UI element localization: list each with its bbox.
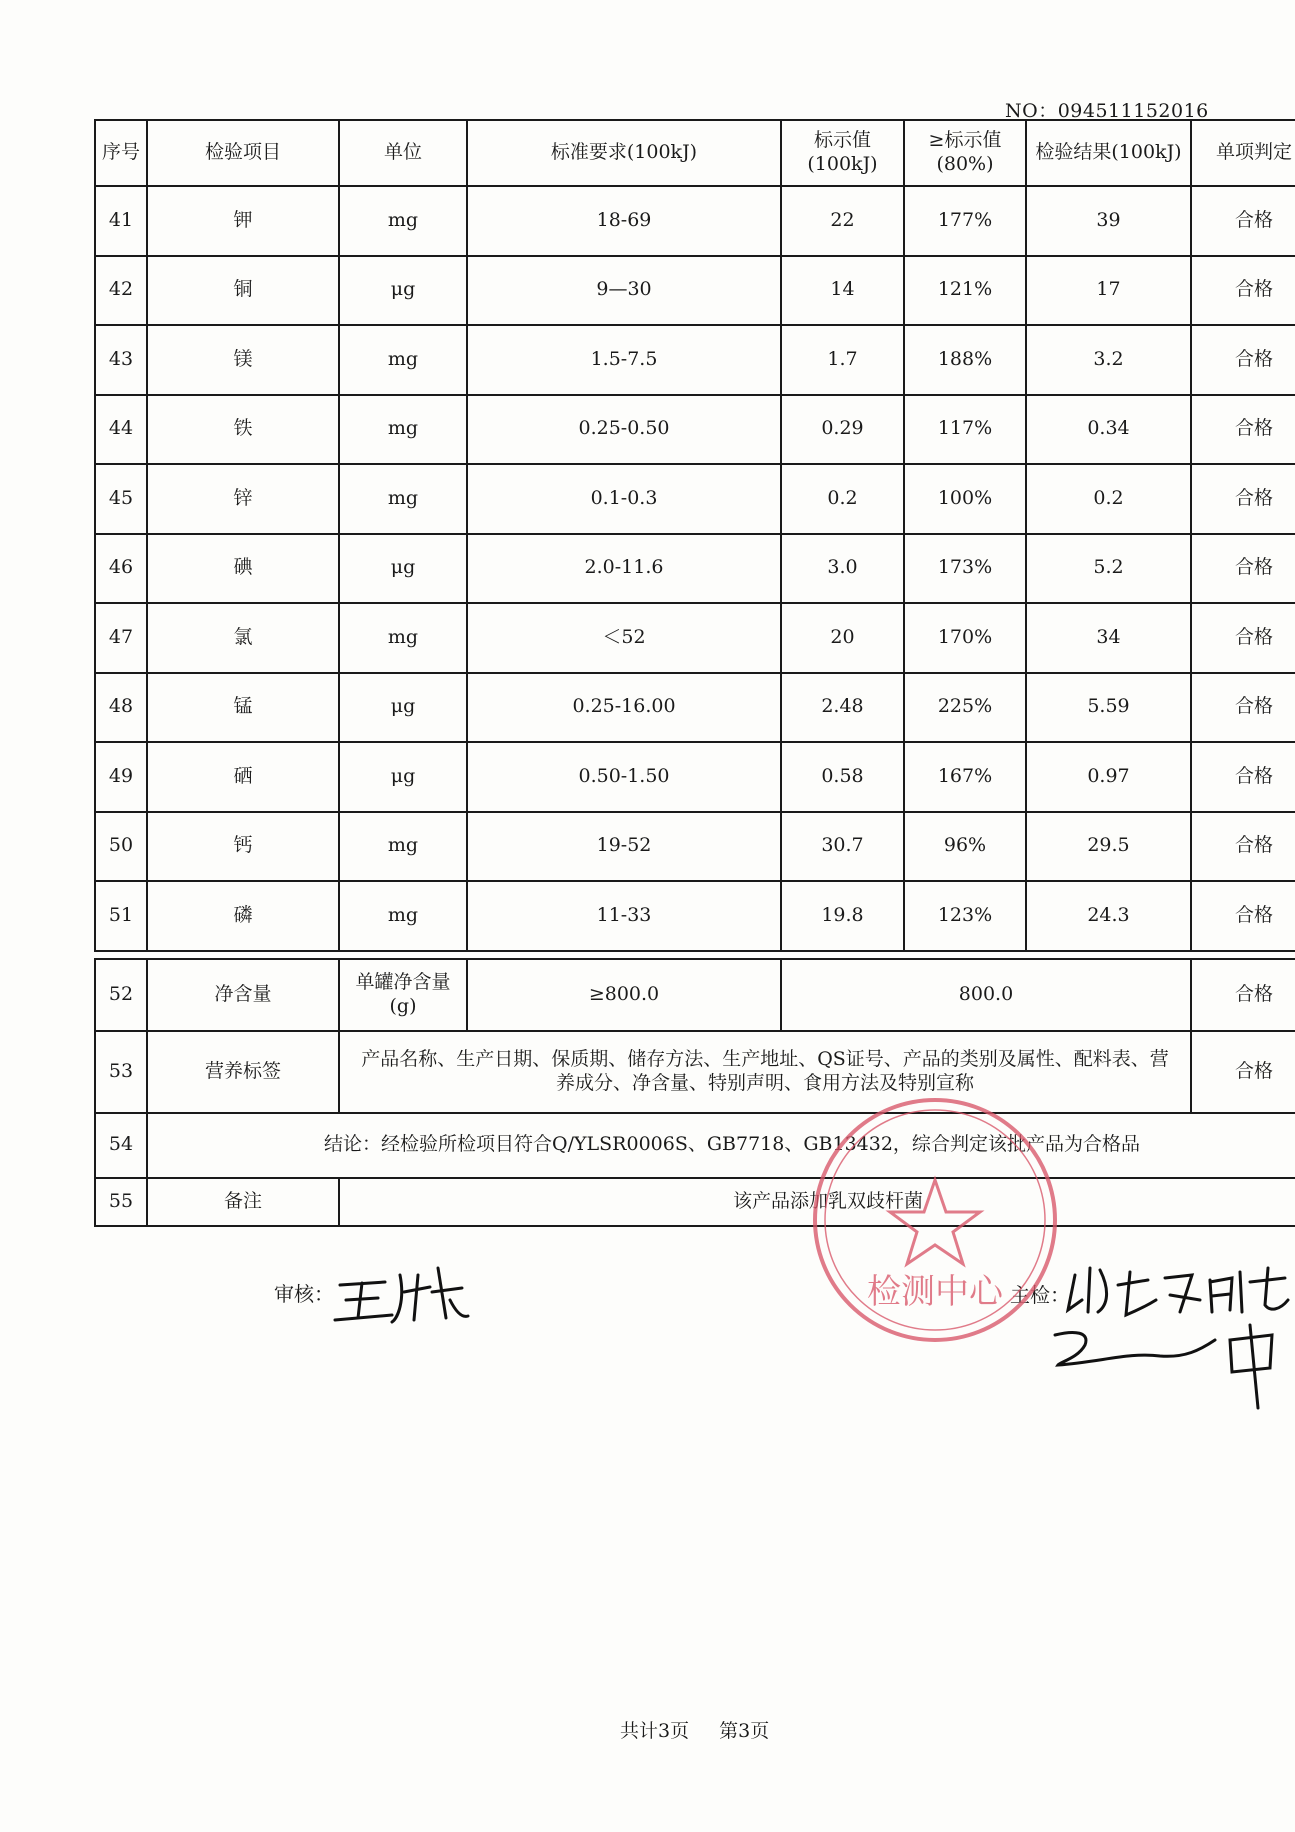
cell-verdict: 合格 [1191, 603, 1295, 673]
net-content-unit: 单罐净含量(g) [339, 959, 467, 1031]
net-content-seq: 52 [95, 959, 147, 1031]
cell-item: 钾 [147, 186, 339, 256]
cell-standard: 0.25-0.50 [467, 395, 781, 465]
reviewer-label: 审核： [274, 1282, 334, 1306]
cell-seq: 45 [95, 464, 147, 534]
header-item: 检验项目 [147, 120, 339, 186]
header-seq: 序号 [95, 120, 147, 186]
label-seq: 53 [95, 1031, 147, 1113]
cell-ratio: 188% [904, 325, 1026, 395]
cell-item: 硒 [147, 742, 339, 812]
cell-verdict: 合格 [1191, 742, 1295, 812]
cell-ratio: 177% [904, 186, 1026, 256]
cell-standard: 0.50-1.50 [467, 742, 781, 812]
cell-item: 镁 [147, 325, 339, 395]
cell-unit: μg [339, 673, 467, 743]
stamp-text: 检测中心 [867, 1272, 1003, 1312]
cell-standard: 0.25-16.00 [467, 673, 781, 743]
cell-labeled: 30.7 [781, 812, 904, 882]
cell-unit: mg [339, 603, 467, 673]
cell-unit: mg [339, 881, 467, 951]
remark-seq: 55 [95, 1178, 147, 1226]
header-unit: 单位 [339, 120, 467, 186]
cell-ratio: 167% [904, 742, 1026, 812]
cell-verdict: 合格 [1191, 812, 1295, 882]
cell-ratio: 96% [904, 812, 1026, 882]
cell-unit: μg [339, 742, 467, 812]
cell-labeled: 0.29 [781, 395, 904, 465]
cell-seq: 49 [95, 742, 147, 812]
total-pages: 共计3页 [620, 1720, 690, 1742]
cell-seq: 42 [95, 256, 147, 326]
cell-standard: 19-52 [467, 812, 781, 882]
cell-verdict: 合格 [1191, 534, 1295, 604]
cell-standard: 1.5-7.5 [467, 325, 781, 395]
cell-item: 碘 [147, 534, 339, 604]
net-content-standard: ≥800.0 [467, 959, 781, 1031]
cell-ratio: 100% [904, 464, 1026, 534]
cell-standard: 11-33 [467, 881, 781, 951]
remark-text: 该产品添加乳双歧杆菌 [339, 1178, 1295, 1226]
remark-item: 备注 [147, 1178, 339, 1226]
document-number: NO：094511152016 [1005, 100, 1209, 122]
cell-standard: 0.1-0.3 [467, 464, 781, 534]
cell-item: 磷 [147, 881, 339, 951]
cell-labeled: 14 [781, 256, 904, 326]
cell-item: 氯 [147, 603, 339, 673]
net-content-verdict: 合格 [1191, 959, 1295, 1031]
cell-ratio: 225% [904, 673, 1026, 743]
label-verdict: 合格 [1191, 1031, 1295, 1113]
header-verdict: 单项判定 [1191, 120, 1295, 186]
cell-seq: 48 [95, 673, 147, 743]
reviewer-signature-icon [335, 1268, 468, 1322]
cell-unit: μg [339, 534, 467, 604]
cell-result: 24.3 [1026, 881, 1191, 951]
cell-ratio: 123% [904, 881, 1026, 951]
cell-ratio: 117% [904, 395, 1026, 465]
cell-result: 0.97 [1026, 742, 1191, 812]
cell-seq: 44 [95, 395, 147, 465]
cell-unit: mg [339, 812, 467, 882]
cell-verdict: 合格 [1191, 673, 1295, 743]
net-content-result: 800.0 [781, 959, 1191, 1031]
cell-seq: 43 [95, 325, 147, 395]
label-item: 营养标签 [147, 1031, 339, 1113]
cell-item: 锌 [147, 464, 339, 534]
cell-labeled: 20 [781, 603, 904, 673]
cell-labeled: 2.48 [781, 673, 904, 743]
cell-verdict: 合格 [1191, 325, 1295, 395]
header-result: 检验结果(100kJ) [1026, 120, 1191, 186]
cell-result: 0.34 [1026, 395, 1191, 465]
cell-standard: ＜52 [467, 603, 781, 673]
cell-seq: 46 [95, 534, 147, 604]
cell-seq: 47 [95, 603, 147, 673]
cell-labeled: 3.0 [781, 534, 904, 604]
cell-verdict: 合格 [1191, 256, 1295, 326]
cell-labeled: 19.8 [781, 881, 904, 951]
cell-unit: μg [339, 256, 467, 326]
inspector-signature-icon [1055, 1268, 1288, 1408]
cell-ratio: 121% [904, 256, 1026, 326]
cell-seq: 51 [95, 881, 147, 951]
cell-labeled: 0.2 [781, 464, 904, 534]
cell-unit: mg [339, 464, 467, 534]
header-labeled: 标示值(100kJ) [781, 120, 904, 186]
cell-unit: mg [339, 325, 467, 395]
cell-unit: mg [339, 395, 467, 465]
label-content: 产品名称、生产日期、保质期、储存方法、生产地址、QS证号、产品的类别及属性、配料表、营养成分、净含量、特别声明、食用方法及特别宣称 [339, 1031, 1191, 1113]
cell-result: 34 [1026, 603, 1191, 673]
red-seal-stamp-icon [815, 1100, 1055, 1340]
header-ratio: ≥标示值(80%) [904, 120, 1026, 186]
cell-item: 锰 [147, 673, 339, 743]
net-content-item: 净含量 [147, 959, 339, 1031]
cell-verdict: 合格 [1191, 464, 1295, 534]
cell-result: 29.5 [1026, 812, 1191, 882]
cell-result: 5.59 [1026, 673, 1191, 743]
cell-item: 铁 [147, 395, 339, 465]
conclusion-seq: 54 [95, 1113, 147, 1178]
cell-result: 5.2 [1026, 534, 1191, 604]
cell-seq: 41 [95, 186, 147, 256]
cell-ratio: 170% [904, 603, 1026, 673]
inspector-label: 主检： [1010, 1283, 1070, 1307]
cell-standard: 9—30 [467, 256, 781, 326]
current-page: 第3页 [719, 1720, 770, 1742]
header-standard: 标准要求(100kJ) [467, 120, 781, 186]
cell-result: 39 [1026, 186, 1191, 256]
cell-result: 0.2 [1026, 464, 1191, 534]
cell-standard: 2.0-11.6 [467, 534, 781, 604]
cell-ratio: 173% [904, 534, 1026, 604]
cell-verdict: 合格 [1191, 881, 1295, 951]
cell-item: 钙 [147, 812, 339, 882]
cell-result: 17 [1026, 256, 1191, 326]
page-footer [620, 1716, 793, 1743]
conclusion-text: 结论：经检验所检项目符合Q/YLSR0006S、GB7718、GB13432，综合判定该批产品为合格品 [147, 1113, 1295, 1178]
cell-standard: 18-69 [467, 186, 781, 256]
cell-item: 铜 [147, 256, 339, 326]
cell-labeled: 0.58 [781, 742, 904, 812]
cell-unit: mg [339, 186, 467, 256]
cell-labeled: 22 [781, 186, 904, 256]
cell-verdict: 合格 [1191, 395, 1295, 465]
cell-verdict: 合格 [1191, 186, 1295, 256]
cell-seq: 50 [95, 812, 147, 882]
cell-labeled: 1.7 [781, 325, 904, 395]
cell-result: 3.2 [1026, 325, 1191, 395]
